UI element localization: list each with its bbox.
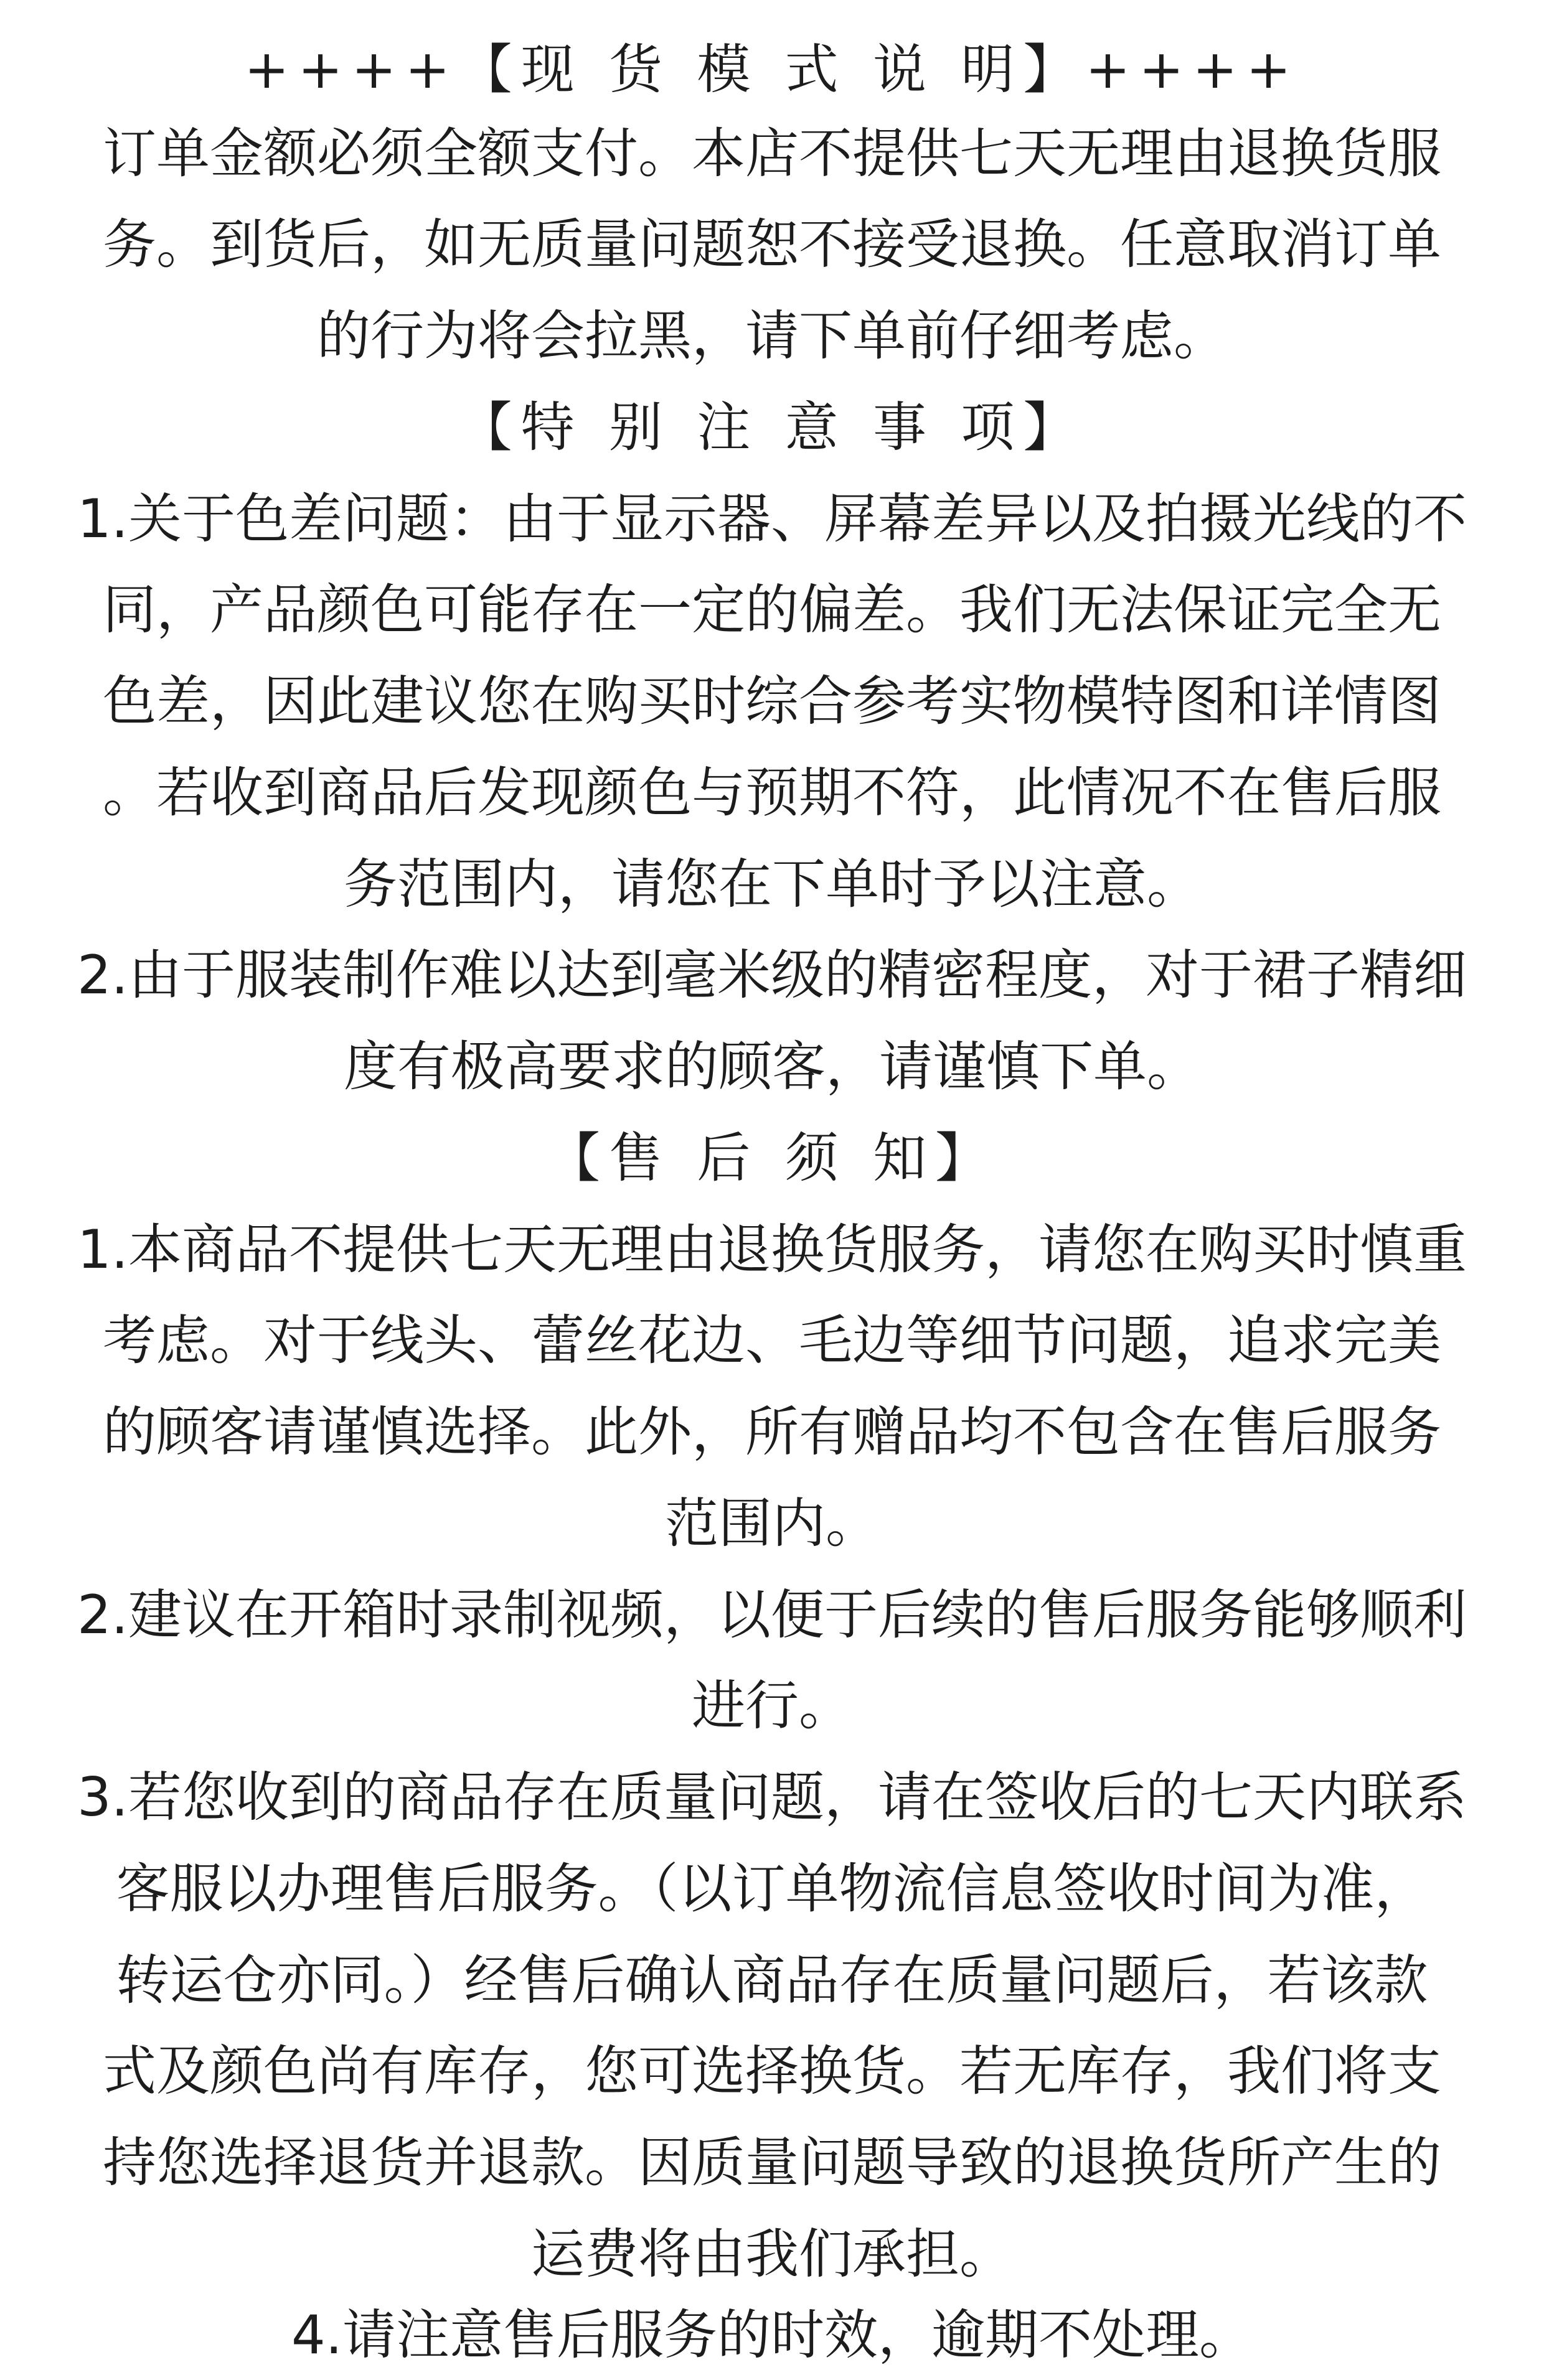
paragraph-line: 持您选择退货并退款。因质量问题导致的退换货所产生的 [103,2132,1441,2194]
paragraph-line: 务。到货后，如无质量问题恕不接受退换。任意取消订单 [103,213,1441,276]
paragraph-line: 的行为将会拉黑，请下单前仔细考虑。 [317,305,1227,367]
paragraph-line: 1.本商品不提供七天无理由退换货服务，请您在购买时慎重 [77,1219,1467,1281]
paragraph-line: 2.建议在开箱时录制视频，以便于后续的售后服务能够顺利 [77,1584,1467,1646]
paragraph-line: 订单金额必须全额支付。本店不提供七天无理由退换货服 [103,123,1441,185]
paragraph-line: 转运仓亦同。）经售后确认商品存在质量问题后，若该款 [116,1949,1428,2012]
paragraph-line: 2.由于服装制作难以达到毫米级的精密程度，对于裙子精细 [77,944,1467,1006]
paragraph-line: 考虑。对于线头、蕾丝花边、毛边等细节问题，追求完美 [103,1309,1441,1372]
paragraph-line: 色差，因此建议您在购买时综合参考实物模特图和详情图 [103,670,1441,733]
paragraph-line: 式及颜色尚有库存，您可选择换货。若无库存，我们将支 [103,2040,1441,2102]
paragraph-line: 进行。 [692,1675,852,1737]
heading-after-sales: 【售 后 须 知】 [546,1127,997,1189]
heading-stock-mode: ++++【现 货 模 式 说 明】++++ [244,39,1300,101]
paragraph-line: 4.请注意售后服务的时效，逾期不处理。 [291,2304,1253,2366]
paragraph-line: 运费将由我们承担。 [531,2223,1013,2285]
paragraph-line: 1.关于色差问题：由于显示器、屏幕差异以及拍摄光线的不 [77,488,1467,550]
paragraph-line: 。若收到商品后发现颜色与预期不符，此情况不在售后服 [103,762,1441,824]
paragraph-line: 同，产品颜色可能存在一定的偏差。我们无法保证完全无 [103,579,1441,641]
paragraph-line: 3.若您收到的商品存在质量问题，请在签收后的七天内联系 [77,1766,1467,1829]
paragraph-line: 客服以办理售后服务。（以订单物流信息签收时间为准， [116,1858,1428,1920]
paragraph-line: 的顾客请谨慎选择。此外，所有赠品均不包含在售后服务 [103,1401,1441,1463]
paragraph-line: 范围内。 [665,1492,879,1555]
heading-special-notes: 【特 别 注 意 事 项】 [458,396,1086,459]
paragraph-line: 度有极高要求的顾客，请谨慎下单。 [344,1036,1200,1098]
paragraph-line: 务范围内，请您在下单时予以注意。 [344,853,1200,916]
